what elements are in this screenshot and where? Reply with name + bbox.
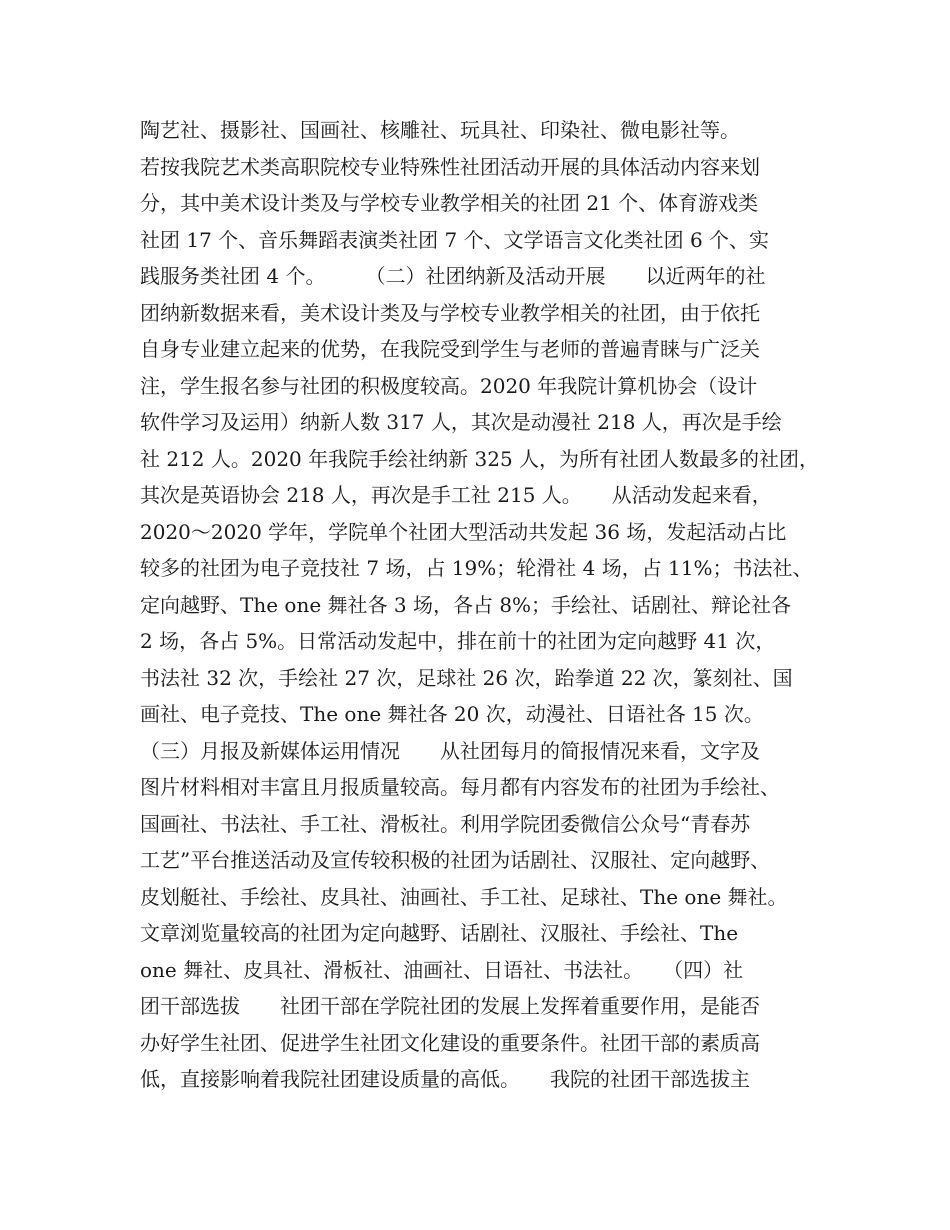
text-line: 书法社 32 次，手绘社 27 次，足球社 26 次，跆拳道 22 次，篆刻社、国 xyxy=(140,665,793,690)
text-line: 工艺”平台推送活动及宣传较积极的社团为话剧社、汉服社、定向越野、 xyxy=(140,848,771,872)
text-line: 图片材料相对丰富且月报质量较高。每月都有内容发布的社团为手绘社、 xyxy=(140,775,780,799)
text-line: 陶艺社、摄影社、国画社、核雕社、玩具社、印染社、微电影社等。 xyxy=(140,118,740,142)
text-line: 社 212 人。2020 年我院手绘社纳新 325 人，为所有社团人数最多的社团， xyxy=(140,446,820,471)
text-line: （三）月报及新媒体运用情况 从社团每月的简报情况来看，文字及 xyxy=(140,738,760,763)
text-line: 自身专业建立起来的优势，在我院受到学生与老师的普遍青睐与广泛关 xyxy=(140,337,760,361)
text-line: one 舞社、皮具社、滑板社、油画社、日语社、书法社。 （四）社 xyxy=(140,957,744,982)
text-line: 软件学习及运用）纳新人数 317 人，其次是动漫社 218 人，再次是手绘 xyxy=(140,410,782,434)
body-text xyxy=(140,112,830,1098)
text-line: 2020～2020 学年，学院单个社团大型活动共发起 36 场，发起活动占比 xyxy=(140,519,787,544)
text-line: 若按我院艺术类高职院校专业特殊性社团活动开展的具体活动内容来划 xyxy=(140,154,760,179)
text-line: 其次是英语协会 218 人，再次是手工社 215 人。 从活动发起来看， xyxy=(140,483,772,507)
text-line: 团纳新数据来看，美术设计类及与学校专业教学相关的社团，由于依托 xyxy=(140,300,760,325)
text-line: 2 场，各占 5%。日常活动发起中，排在前十的社团为定向越野 41 次， xyxy=(140,629,776,653)
text-line: 低，直接影响着我院社团建设质量的高低。 我院的社团干部选拔主 xyxy=(140,1067,750,1091)
text-line: 办好学生社团、促进学生社团文化建设的重要条件。社团干部的素质高 xyxy=(140,1030,760,1055)
text-line: 国画社、书法社、手工社、滑板社。利用学院团委微信公众号“青春苏 xyxy=(140,811,751,836)
text-line: 注，学生报名参与社团的积极度较高。2020 年我院计算机协会（设计 xyxy=(140,373,758,398)
text-line: 定向越野、The one 舞社各 3 场，各占 8%；手绘社、话剧社、辩论社各 xyxy=(140,592,792,617)
text-line: 团干部选拔 社团干部在学院社团的发展上发挥着重要作用，是能否 xyxy=(140,994,760,1018)
text-line: 分，其中美术设计类及与学校专业教学相关的社团 21 个、体育游戏类 xyxy=(140,191,759,215)
text-line: 画社、电子竞技、The one 舞社各 20 次，动漫社、日语社各 15 次。 xyxy=(140,702,764,726)
text-line: 社团 17 个、音乐舞蹈表演类社团 7 个、文学语言文化类社团 6 个、实 xyxy=(140,227,770,252)
text-line: 较多的社团为电子竞技社 7 场，占 19%；轮滑社 4 场，占 11%；书法社、 xyxy=(140,556,813,580)
text-line: 践服务类社团 4 个。 （二）社团纳新及活动开展 以近两年的社 xyxy=(140,264,766,288)
text-line: 皮划艇社、手绘社、皮具社、油画社、手工社、足球社、The one 舞社。 xyxy=(140,884,788,909)
text-line: 文章浏览量较高的社团为定向越野、话剧社、汉服社、手绘社、The xyxy=(140,921,739,945)
